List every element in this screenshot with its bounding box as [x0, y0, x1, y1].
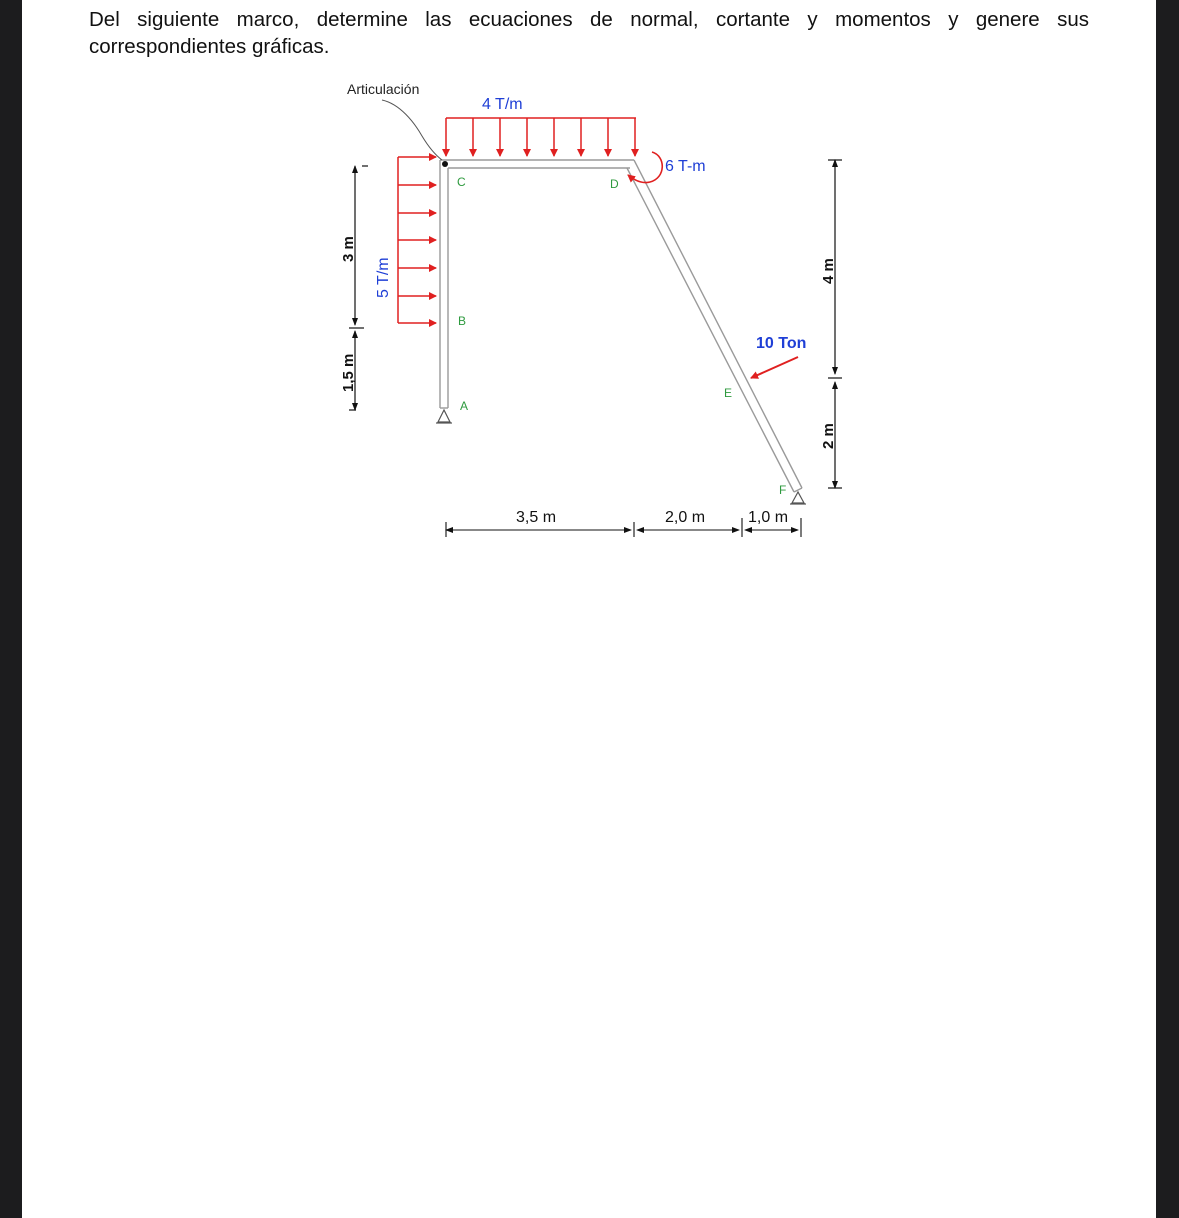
- dim-bottom-2: 2,0 m: [665, 509, 706, 526]
- point-load-arrow: [751, 357, 798, 378]
- distributed-load-top: [446, 118, 636, 156]
- point-load-label: 10 Ton: [756, 335, 807, 352]
- problem-statement: Del siguiente marco, determine las ecuaciones de normal, cortante y momentos y genere sus correspondientes gráficas.: [89, 8, 1089, 58]
- support-f-icon: [790, 492, 806, 504]
- hinge-leader-line: [382, 100, 442, 160]
- dim-left-lower: 1,5 m: [340, 353, 357, 392]
- hinge-label: Articulación: [347, 81, 420, 97]
- node-label-d: D: [610, 177, 619, 191]
- frame-members: [440, 160, 802, 492]
- load-left-label: 5 T/m: [375, 257, 392, 298]
- node-label-f: F: [779, 483, 787, 497]
- node-label-b: B: [458, 314, 467, 328]
- member-df-outer: [634, 160, 802, 488]
- dim-bottom-3: 1,0 m: [748, 509, 789, 526]
- moment-label: 6 T-m: [665, 158, 706, 175]
- node-label-c: C: [457, 175, 466, 189]
- hinge-point: [442, 161, 448, 167]
- dim-bottom-1: 3,5 m: [516, 509, 557, 526]
- moment-arc-icon: [628, 152, 662, 183]
- dim-right-upper: 4 m: [820, 258, 837, 284]
- dim-right-lower: 2 m: [820, 423, 837, 449]
- node-label-e: E: [724, 386, 733, 400]
- frame-diagram: [22, 0, 1156, 600]
- node-label-a: A: [460, 399, 469, 413]
- load-top-label: 4 T/m: [482, 96, 523, 113]
- support-a-icon: [436, 410, 452, 423]
- dim-left-upper: 3 m: [340, 236, 357, 262]
- document-page: [22, 0, 1156, 1218]
- member-df-inner: [627, 168, 794, 492]
- distributed-load-left: [398, 157, 436, 323]
